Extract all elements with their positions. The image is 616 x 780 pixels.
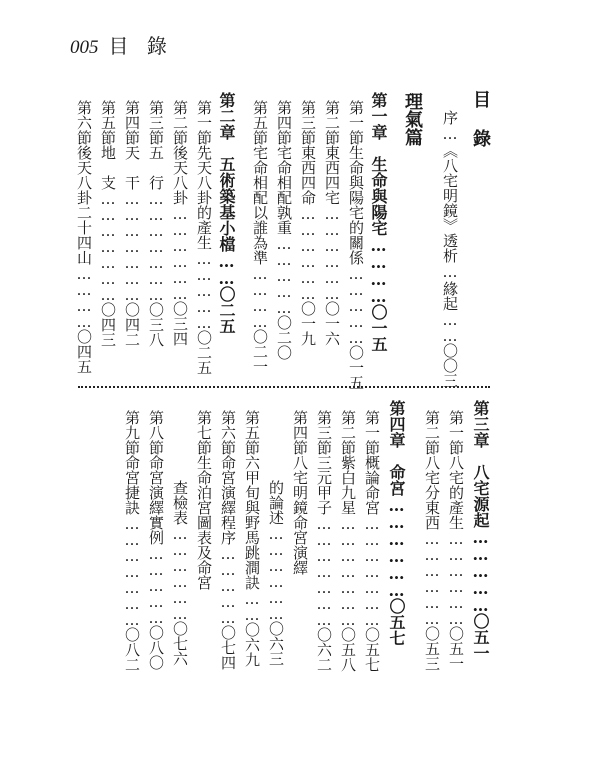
entry-title: 命宮演繹程序 (219, 455, 237, 545)
entry-leader: ………………… (363, 515, 381, 627)
entry-leader: ………… (75, 265, 93, 329)
entry-page: 〇五一 (447, 626, 465, 671)
entry-page: 〇四三 (99, 302, 117, 347)
chapter-title: 第四章 命宮 (387, 400, 406, 496)
entry-title: 先天八卦的產生 (195, 145, 213, 250)
toc-entry[interactable] (194, 410, 214, 590)
entry-title: 命宮捷訣 (123, 455, 141, 515)
entry-page: 〇八〇 (147, 625, 165, 670)
entry-page: 〇六三 (267, 621, 285, 666)
toc-entry[interactable] (122, 100, 142, 347)
toc-entry[interactable] (422, 410, 442, 671)
section-label: 第二節 (323, 100, 341, 145)
entry-title: 後天八卦二十四山 (75, 145, 93, 265)
chapter-page: 〇五一 (471, 613, 490, 661)
entry-page: 〇七六 (171, 621, 189, 666)
chapter-heading[interactable] (386, 400, 406, 646)
entry-title: 宅命相配以誰為準 (251, 145, 269, 265)
toc-entry[interactable] (338, 410, 358, 672)
toc-entry[interactable] (98, 100, 118, 347)
entry-title: 後天八卦 (171, 145, 189, 205)
entry-page: 〇一九 (299, 301, 317, 346)
chapter-leader: ………… (369, 236, 388, 304)
preface-leader: …… (441, 311, 459, 343)
toc-title: 目 錄 (470, 90, 491, 147)
entry-page: 〇二五 (195, 330, 213, 375)
toc-entry[interactable] (250, 100, 270, 374)
entry-title: 宅命相配孰重 (275, 145, 293, 235)
entry-title: 五 行 (147, 145, 165, 190)
toc-entry[interactable] (362, 410, 382, 672)
page-header (70, 30, 173, 58)
section-title: 理氣篇 (402, 92, 423, 146)
entry-page: 〇五三 (423, 626, 441, 671)
entry-leader: ……………… (171, 205, 189, 301)
entry-title: 東西四命 (299, 145, 317, 205)
entry-title: 的論述 (267, 480, 285, 525)
entry-title: 三元甲子 (315, 455, 333, 515)
chapter-heading[interactable] (368, 92, 388, 352)
entry-page: 〇三八 (147, 302, 165, 347)
entry-leader: …………… (219, 545, 237, 625)
entry-title: 命宮演繹實例 (147, 455, 165, 545)
entry-leader: ………………… (99, 190, 117, 302)
section-label: 第一節 (195, 100, 213, 145)
entry-title: 概論命宮 (363, 455, 381, 515)
section-divider (78, 386, 490, 388)
entry-page: 〇一五 (347, 345, 365, 390)
section-label: 第三節 (299, 100, 317, 145)
entry-page: 〇二一 (251, 329, 269, 374)
entry-title: 八宅的產生 (447, 455, 465, 530)
toc-entry[interactable] (446, 410, 466, 671)
section-label: 第一節 (447, 410, 465, 455)
entry-title: 生命與陽宅的關係 (347, 145, 365, 265)
chapter-page: 〇五七 (387, 598, 406, 646)
toc-entry[interactable] (298, 100, 318, 346)
entry-leader: ………………… (123, 190, 141, 302)
chapter-leader: ……………… (387, 496, 406, 598)
preface-title: 序…《八宅明鏡》透析…緣起 (441, 110, 459, 311)
section-label: 第七節 (195, 410, 213, 455)
page-number: 005 (70, 37, 99, 58)
entry-leader: ………………… (147, 190, 165, 302)
toc-entry[interactable] (346, 100, 366, 390)
entry-leader: …………… (195, 250, 213, 330)
toc-entry[interactable] (314, 410, 334, 672)
entry-title: 八宅明鏡命宮演繹 (291, 455, 309, 575)
section-label: 第九節 (123, 410, 141, 455)
chapter-heading[interactable] (470, 400, 490, 661)
entry-page: 〇一六 (323, 301, 341, 346)
section-label: 第二節 (423, 410, 441, 455)
entry-page: 〇六二 (315, 627, 333, 672)
toc-entry[interactable] (322, 100, 342, 346)
entry-leader: ………… (251, 265, 269, 329)
entry-leader: ……………… (323, 205, 341, 301)
toc-entry[interactable] (146, 410, 166, 670)
toc-entry[interactable] (146, 100, 166, 347)
section-label: 第一節 (347, 100, 365, 145)
entry-leader: …………… (147, 545, 165, 625)
entry-leader: …… (243, 590, 261, 622)
chapter-page: 〇一五 (369, 304, 388, 352)
chapter-title: 第三章 八宅源起 (471, 400, 490, 528)
chapter-leader: …… (217, 252, 236, 286)
section-label: 第五節 (243, 410, 261, 455)
toc-entry-preface[interactable] (440, 110, 460, 388)
entry-page: 〇七四 (219, 625, 237, 670)
toc-entry[interactable] (74, 100, 94, 374)
section-label: 第一節 (363, 410, 381, 455)
section-label: 第五節 (99, 100, 117, 145)
section-label: 第二節 (171, 100, 189, 145)
section-label: 第四節 (123, 100, 141, 145)
entry-title: 生命泊宮圖表及命宮 (195, 455, 213, 590)
entry-page: 〇四二 (123, 302, 141, 347)
entry-leader: ………………… (339, 515, 357, 627)
toc-entry[interactable] (290, 410, 310, 575)
entry-page: 〇五七 (363, 627, 381, 672)
chapter-heading[interactable] (216, 92, 236, 334)
entry-leader: ……………… (267, 525, 285, 621)
chapter-leader: …………… (471, 528, 490, 613)
entry-page: 〇八二 (123, 627, 141, 672)
entry-leader: ……………… (171, 525, 189, 621)
entry-title: 八宅分東西 (423, 455, 441, 530)
section-label: 第四節 (291, 410, 309, 455)
section-label: 第六節 (219, 410, 237, 455)
toc-entry-continuation[interactable] (266, 480, 286, 666)
chapter-page: 〇二五 (217, 286, 236, 334)
entry-title: 地 支 (99, 145, 117, 190)
entry-page: 〇二〇 (275, 315, 293, 360)
entry-leader: …………… (347, 265, 365, 345)
entry-leader: …………… (275, 235, 293, 315)
entry-page: 〇三四 (171, 301, 189, 346)
entry-title: 六甲旬與野馬跳澗訣 (243, 455, 261, 590)
toc-entry[interactable] (274, 100, 294, 360)
section-label: 第三節 (147, 100, 165, 145)
entry-leader: ……………… (299, 205, 317, 301)
preface-page: 〇〇三 (441, 343, 459, 388)
entry-title: 查檢表 (171, 480, 189, 525)
section-label: 第四節 (275, 100, 293, 145)
entry-page: 〇六九 (243, 622, 261, 667)
toc-entry[interactable] (218, 410, 238, 670)
entry-title: 東西四宅 (323, 145, 341, 205)
entry-leader: ……………… (423, 530, 441, 626)
chapter-title: 第一章 生命與陽宅 (369, 92, 388, 236)
entry-leader: ……………… (447, 530, 465, 626)
entry-page: 〇四五 (75, 329, 93, 374)
section-label: 第八節 (147, 410, 165, 455)
entry-title: 紫白九星 (339, 455, 357, 515)
chapter-title: 第二章 五術築基小檔 (217, 92, 236, 252)
toc-entry[interactable] (194, 100, 214, 375)
toc-entry[interactable] (242, 410, 262, 667)
entry-leader: ………………… (123, 515, 141, 627)
entry-title: 天 干 (123, 145, 141, 190)
section-label: 第三節 (315, 410, 333, 455)
entry-leader: ………………… (315, 515, 333, 627)
section-label: 第六節 (75, 100, 93, 145)
toc-entry[interactable] (170, 100, 190, 346)
toc-entry-continuation[interactable] (170, 480, 190, 666)
section-label: 第五節 (251, 100, 269, 145)
toc-entry[interactable] (122, 410, 142, 672)
header-title: 目 錄 (108, 34, 173, 58)
section-label: 第二節 (339, 410, 357, 455)
entry-page: 〇五八 (339, 627, 357, 672)
